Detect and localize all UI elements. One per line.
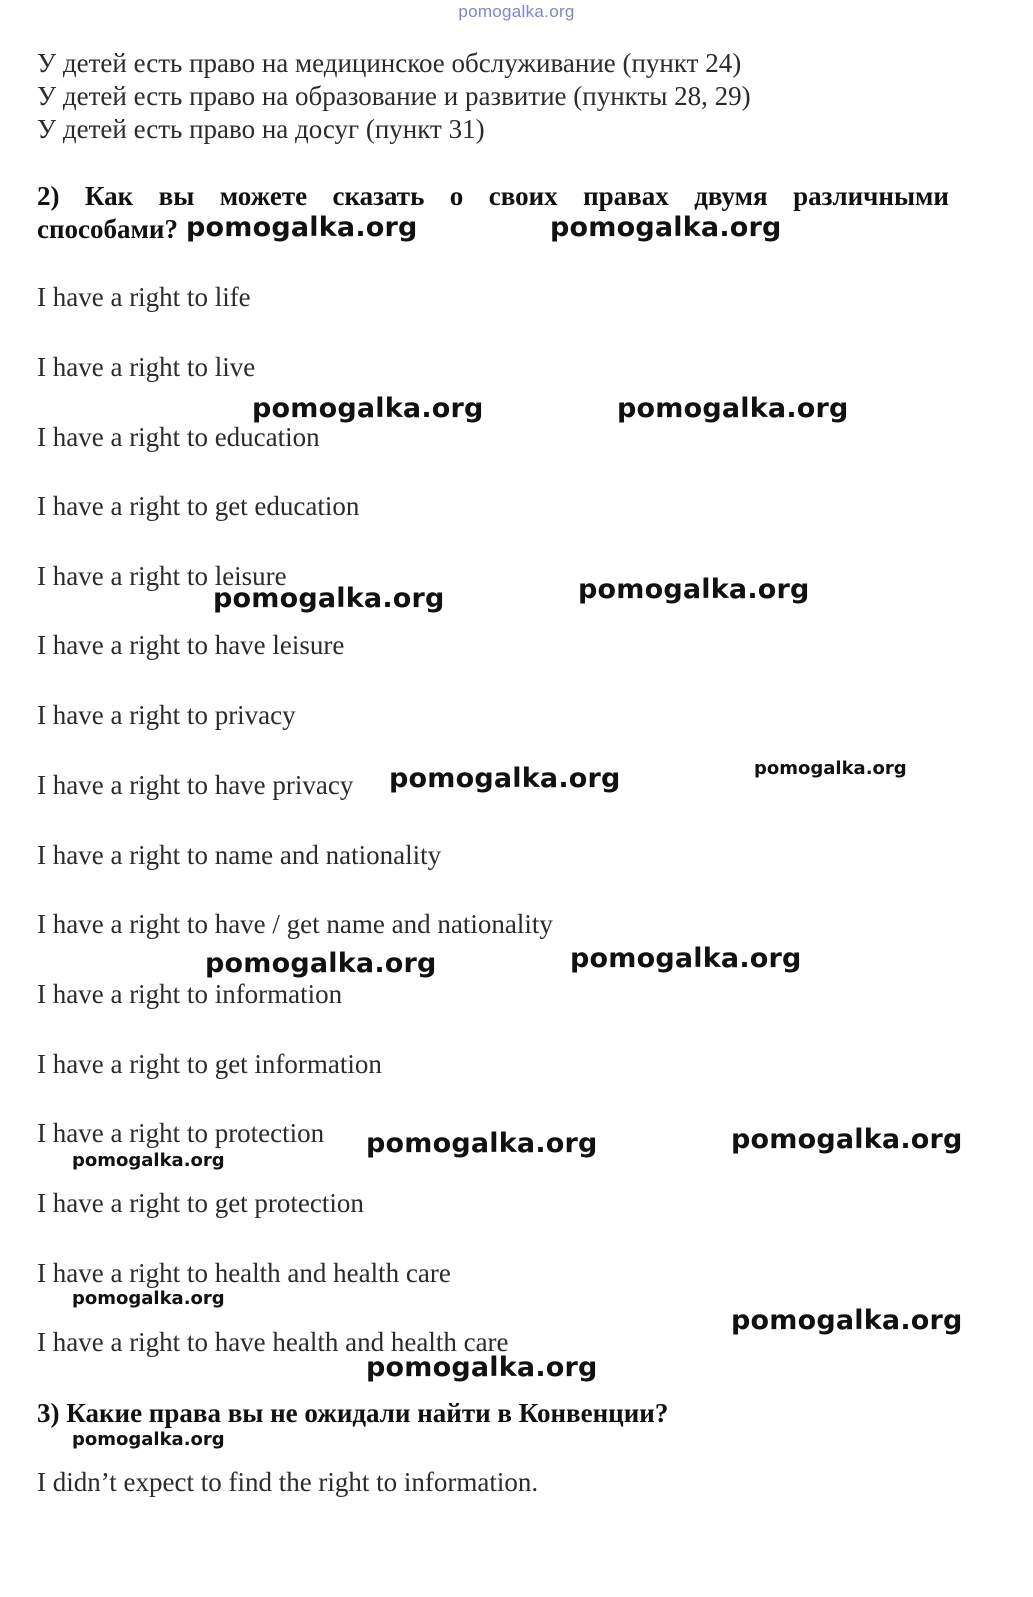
answer-line: I have a right to have / get name and nationality bbox=[37, 909, 553, 939]
answer-line: I have a right to privacy bbox=[37, 700, 296, 730]
watermark: pomogalka.org bbox=[578, 574, 810, 605]
watermark: pomogalka.org bbox=[213, 583, 445, 614]
watermark: pomogalka.org bbox=[252, 393, 484, 424]
watermark: pomogalka.org bbox=[72, 1429, 225, 1450]
answer-line: I have a right to get protection bbox=[37, 1188, 364, 1218]
watermark: pomogalka.org bbox=[366, 1128, 598, 1159]
answer-line: I have a right to name and nationality bbox=[37, 840, 442, 870]
answer-line: I have a right to live bbox=[37, 352, 256, 382]
header-site-watermark: pomogalka.org bbox=[458, 2, 575, 21]
answer-line: I have a right to protection bbox=[37, 1118, 325, 1148]
watermark: pomogalka.org bbox=[205, 948, 437, 979]
watermark: pomogalka.org bbox=[570, 943, 802, 974]
answer-line: I have a right to education bbox=[37, 422, 320, 452]
intro-line: У детей есть право на досуг (пункт 31) bbox=[37, 114, 485, 144]
intro-line: У детей есть право на образование и развитие (пункты 28, 29) bbox=[37, 81, 751, 111]
answer-line: I have a right to leisure bbox=[37, 561, 287, 591]
answer-line: I have a right to life bbox=[37, 282, 251, 312]
watermark: pomogalka.org bbox=[754, 758, 907, 779]
watermark: pomogalka.org bbox=[389, 763, 621, 794]
answer-line: I have a right to health and health care bbox=[37, 1258, 451, 1288]
answer-line: I have a right to have privacy bbox=[37, 770, 354, 800]
watermark: pomogalka.org bbox=[366, 1352, 598, 1383]
answer-line: I have a right to get education bbox=[37, 491, 360, 521]
answer-line: I have a right to have leisure bbox=[37, 630, 345, 660]
question-2-heading-line2: способами? bbox=[37, 214, 178, 244]
final-answer-line: I didn’t expect to find the right to information. bbox=[37, 1467, 539, 1497]
answer-line: I have a right to information bbox=[37, 979, 343, 1009]
question-2-heading-line1: 2) Как вы можете сказать о своих правах двумя различными bbox=[37, 181, 949, 211]
watermark: pomogalka.org bbox=[550, 212, 782, 243]
watermark: pomogalka.org bbox=[72, 1150, 225, 1171]
watermark: pomogalka.org bbox=[72, 1288, 225, 1309]
watermark: pomogalka.org bbox=[731, 1124, 963, 1155]
watermark: pomogalka.org bbox=[617, 393, 849, 424]
answer-line: I have a right to have health and health care bbox=[37, 1327, 509, 1357]
watermark: pomogalka.org bbox=[186, 212, 418, 243]
answer-line: I have a right to get information bbox=[37, 1049, 382, 1079]
watermark: pomogalka.org bbox=[731, 1305, 963, 1336]
question-3-heading: 3) Какие права вы не ожидали найти в Конвенции? bbox=[37, 1398, 669, 1428]
intro-line: У детей есть право на медицинское обслуживание (пункт 24) bbox=[37, 48, 742, 78]
